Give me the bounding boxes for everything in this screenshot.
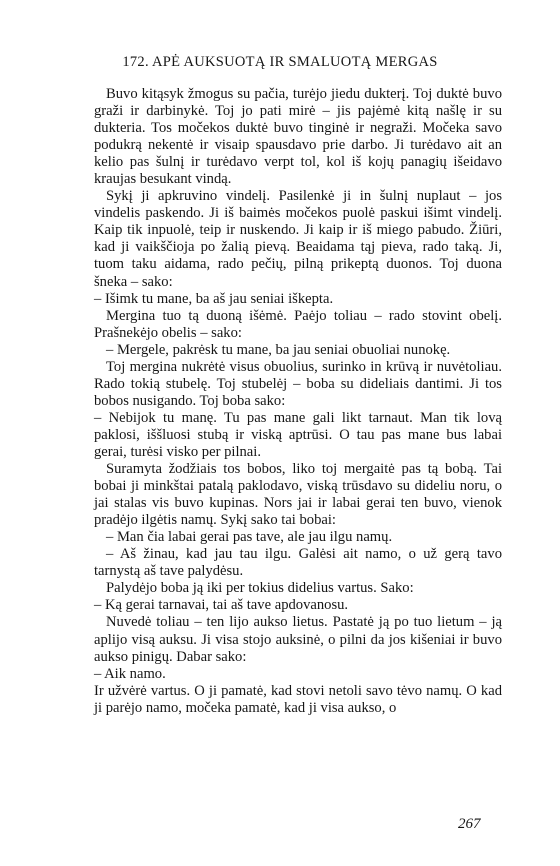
- paragraph: Buvo kitąsyk žmogus su pačia, turėjo jiedu dukterį. Toj duktė buvo graži ir darbinykė. Toj jo pati mirė – jis pajėmė kitą našlę ir su dukteria. Tos močekos duktė buvo tinginė ir negraži. Močeka savo podukrą nekentė ir visaip spausdavo prie darbo. Ji turėdavo ait an kelio pas šulnį ir turėdavo verpt tol, kol iš kojų panagių išeidavo kraujas besukant vindą.: [94, 86, 502, 188]
- paragraph: – Nebijok tu manę. Tu pas mane gali likt tarnaut. Man tik lovą paklosi, iššluosi stubą ir viską aptrūsi. O tau pas mane bus labai gerai, turėsi visko per pilnai.: [94, 409, 502, 460]
- paragraph: – Išimk tu mane, ba aš jau seniai iškepta.: [94, 290, 334, 307]
- story-title: 172. APĖ AUKSUOTĄ IR SMALUOTĄ MERGAS: [122, 54, 438, 70]
- paragraph: Suramyta žodžiais tos bobos, liko toj mergaitė pas tą bobą. Tai bobai ji minkštai patalą paklodavo, viską trūsdavo su dideliu noru, o jai stalas vis buvo kupinas. Nors jai ir labai gerai ten buvo, vienok pradėjo ilgėtis namų. Sykį sako tai bobai:: [94, 461, 502, 529]
- paragraph: – Mergele, pakrėsk tu mane, ba jau seniai obuoliai nunokę.: [106, 341, 451, 358]
- story-body: [94, 86, 502, 717]
- paragraph: Palydėjo boba ją iki per tokius didelius vartus. Sako:: [106, 580, 414, 597]
- page-number: 267: [458, 816, 481, 832]
- paragraph: Ir užvėrė vartus. O ji pamatė, kad stovi netoli savo tėvo namų. O kad ji parėjo namo, močeka pamatė, kad ji visa aukso, o: [94, 682, 502, 716]
- paragraph: Toj mergina nukrėtė visus obuolius, surinko in krūvą ir nuvėtoliau. Rado tokią stubelę. Toj stubelėj – boba su dideliais dantimi. Ji tos bobos nusigando. Toj boba sako:: [94, 358, 502, 409]
- paragraph: Sykį ji apkruvino vindelį. Pasilenkė ji in šulnį nuplaut – jos vindelis paskendo. Ji iš baimės močekos puolė paskui išimt vindelį. Kaip tik inpuolė, teip ir nuskendo. Ji kaip ir iš miego pabudo. Žiūri, kad ji vaikščioja po žalią pievą. Beaidama tąj pieva, rado taką. Ji, tuom taku aidama, rado pečių, pilną prikeptą duonos. Toj duona šneka – sako:: [94, 188, 502, 290]
- paragraph: – Aik namo.: [94, 665, 166, 682]
- paragraph: Nuvedė toliau – ten lijo aukso lietus. Pastatė ją po tuo lietum – ją aplijo visą auksu. Ji visa stojo auksinė, o pilni da jos kišeniai ir buvo aukso pinigų. Dabar sako:: [94, 614, 502, 665]
- paragraph: Mergina tuo tą duoną išėmė. Paėjo toliau – rado stovint obelį. Prašnekėjo obelis – sako:: [94, 307, 502, 341]
- paragraph: – Man čia labai gerai pas tave, ale jau ilgu namų.: [106, 529, 393, 546]
- paragraph: – Ką gerai tarnavai, tai aš tave apdovanosu.: [94, 597, 349, 614]
- paragraph: – Aš žinau, kad jau tau ilgu. Galėsi ait namo, o už gerą tavo tarnystą aš tave palydėsu.: [94, 546, 502, 580]
